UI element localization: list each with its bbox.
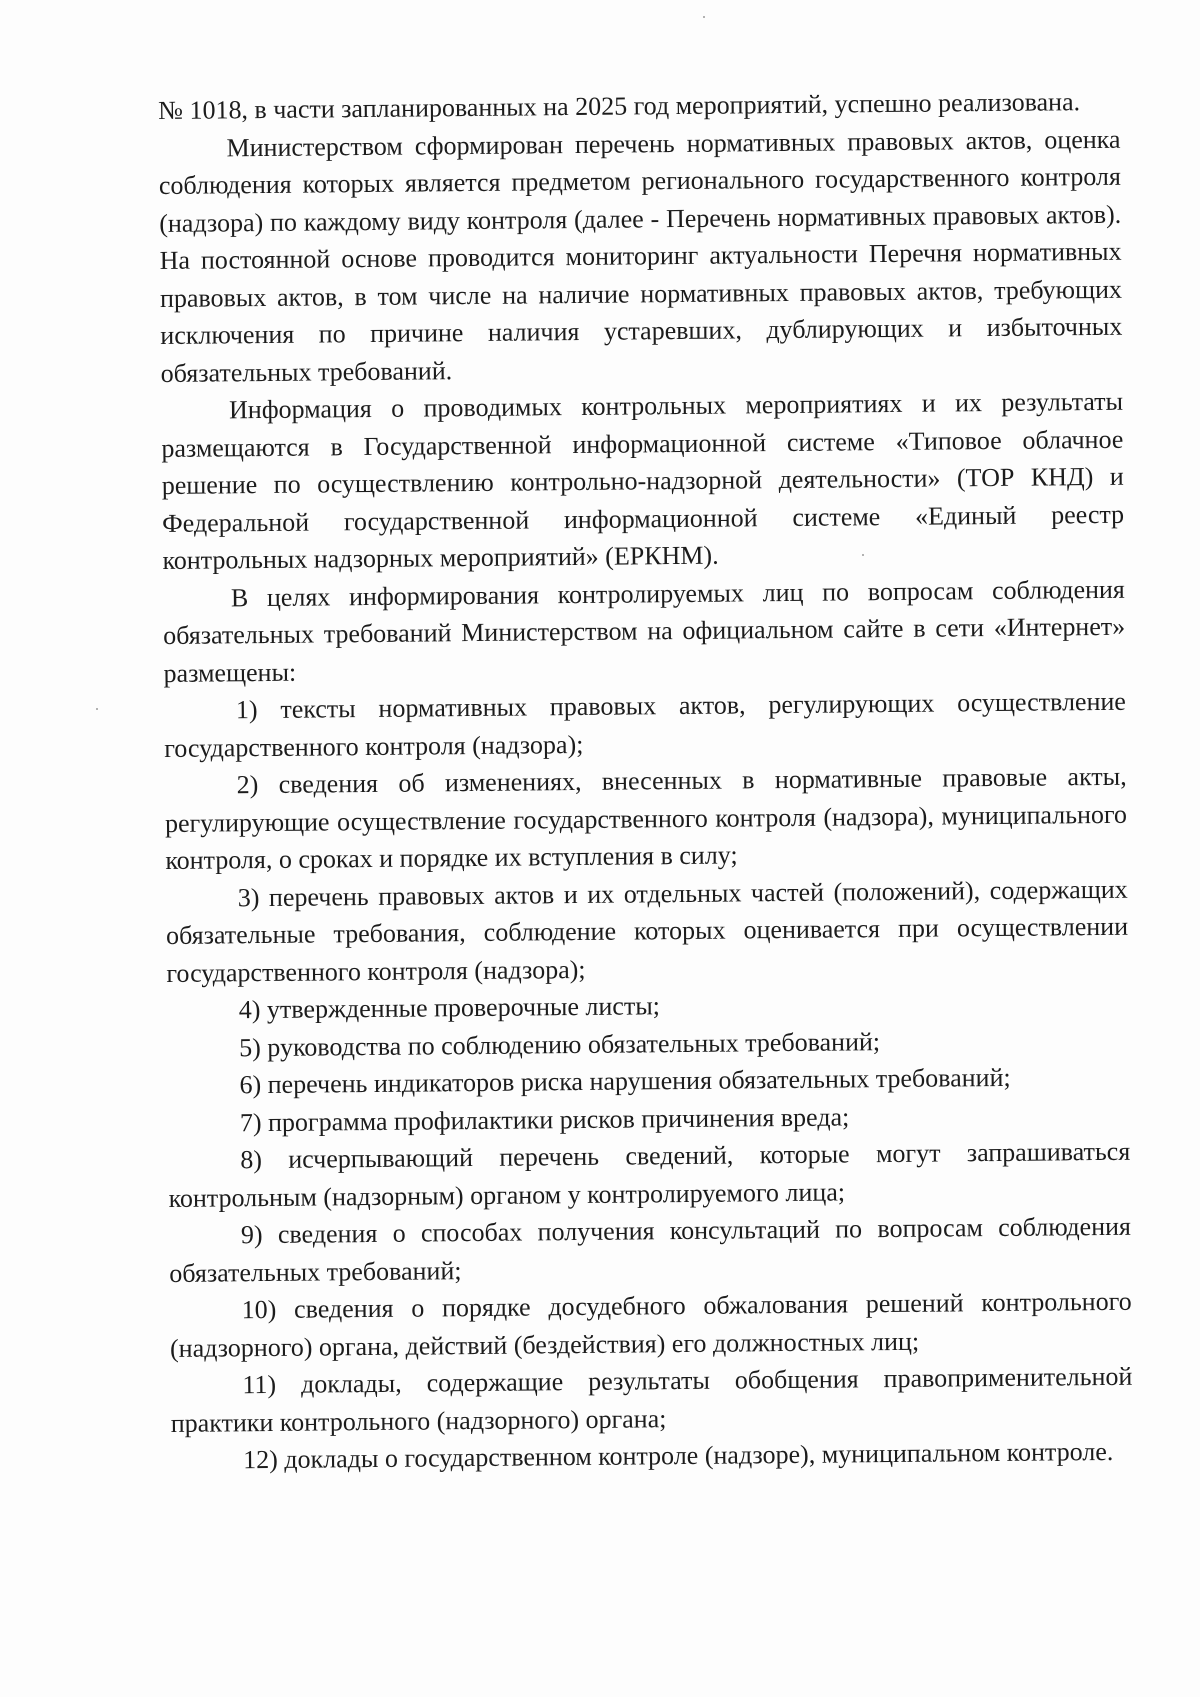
list-item: 10) сведения о порядке досудебного обжалования решений контрольного (надзорного) органа, действий (бездействия) его должностных лиц;: [169, 1286, 1132, 1363]
list-item: 12) доклады о государственном контроле (надзоре), муниципальном контроле.: [242, 1436, 1114, 1475]
list-item: 6) перечень индикаторов риска нарушения обязательных требований;: [239, 1062, 1011, 1100]
scan-speck: [96, 708, 98, 710]
paragraph-continuation: № 1018, в части запланированных на 2025 год мероприятий, успешно реализована.: [158, 87, 1081, 125]
list-item: 3) перечень правовых актов и их отдельных частей (положений), содержащих обязательные требования, соблюдение которых оценивается при осуществлении государственного контроля (надзора);: [165, 874, 1129, 988]
list-item: 2) сведения об изменениях, внесенных в нормативные правовые акты, регулирующие осуществление государственного контроля (надзора), муниципального контроля, о сроках и порядке их вступления в силу;: [164, 761, 1128, 875]
list-item: 9) сведения о способах получения консультаций по вопросам соблюдения обязательных требований;: [169, 1211, 1132, 1288]
list-item: 11) доклады, содержащие результаты обобщения правоприменительной практики контрольного (надзорного) органа;: [170, 1361, 1133, 1438]
list-item: 5) руководства по соблюдению обязательных требований;: [239, 1026, 881, 1062]
paragraph-informatsiya: Информация о проводимых контрольных мероприятиях и их результаты размещаются в Государственной информационной системе «Типовое облачное решение по осуществлению контрольно-надзорной деятельности» (ТОР КНД) и Федеральной государственной информационной системе «Единый реестр контрольных надзорных мероприятий» (ЕРКНМ).: [161, 386, 1125, 575]
paragraph-informirovanie: В целях информирования контролируемых лиц по вопросам соблюдения обязательных требований Министерством на официальном сайте в сети «Интернет» размещены:: [163, 574, 1126, 688]
list-item: 1) тексты нормативных правовых актов, регулирующих осуществление государственного контроля (надзора);: [164, 686, 1127, 763]
list-item: 4) утвержденные проверочные листы;: [238, 991, 661, 1025]
list-item: 7) программа профилактики рисков причинения вреда;: [239, 1101, 850, 1137]
scan-speck: [703, 16, 705, 18]
list-item: 8) исчерпывающий перечень сведений, которые могут запрашиваться контрольным (надзорным) органом у контролируемого лица;: [168, 1136, 1131, 1213]
paragraph-perechen: Министерством сформирован перечень нормативных правовых актов, оценка соблюдения которых является предметом регионального государственного контроля (надзора) по каждому виду контроля (далее - Перечень нормативных правовых актов). На постоянной основе проводится мониторинг актуальности Перечня нормативных правовых актов, в том числе на наличие нормативных правовых актов, требующих исключения по причине наличия устаревших, дублирующих и избыточных обязательных требований.: [158, 124, 1123, 388]
document-body: [158, 83, 1133, 1480]
